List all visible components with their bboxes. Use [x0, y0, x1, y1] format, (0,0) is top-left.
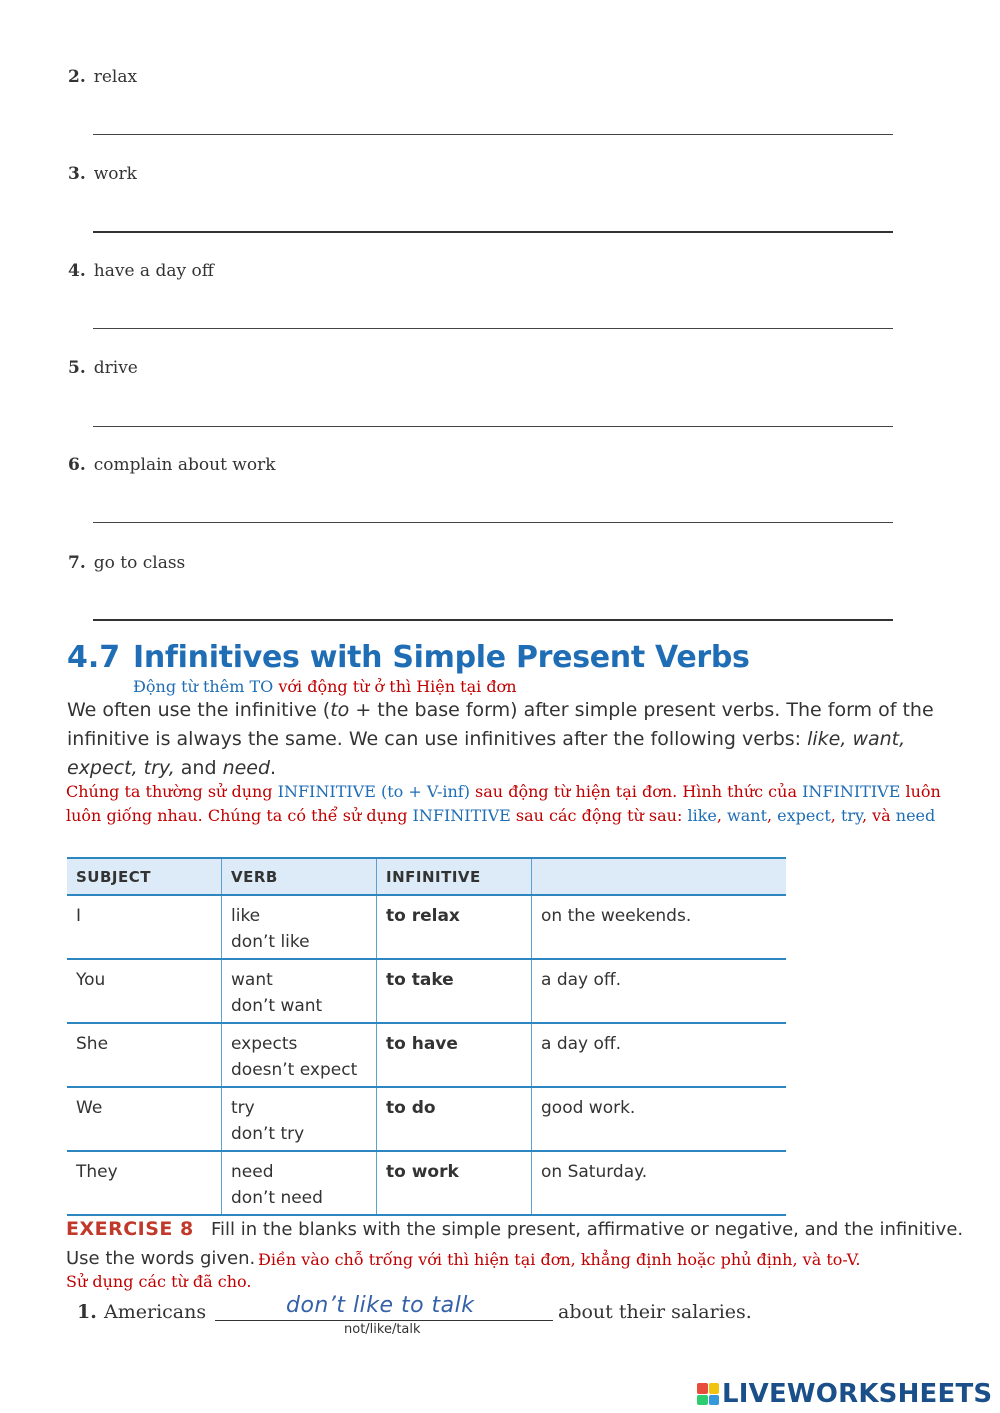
answer-line[interactable] [93, 231, 893, 233]
verb-cell: like don’t like [222, 895, 377, 959]
list-item: 7. go to class [68, 553, 186, 573]
liveworksheets-logo [697, 1379, 992, 1409]
list-item: 2. relax [68, 67, 138, 87]
exercise-vietnamese-1: Điền vào chỗ trống với thì hiện tại đơn, khẳng định hoặc phủ định, và to-V. [258, 1250, 861, 1269]
complement-cell: a day off. [532, 1023, 787, 1087]
answer-line[interactable] [93, 619, 893, 621]
logo-square [697, 1383, 708, 1394]
answer-line[interactable] [93, 426, 893, 427]
answer-line[interactable] [93, 328, 893, 329]
question-number: 1. [77, 1301, 97, 1323]
infinitive-cell: to do [377, 1087, 532, 1151]
infinitive-cell: to have [377, 1023, 532, 1087]
subject-cell: We [67, 1087, 222, 1151]
complement-cell: good work. [532, 1087, 787, 1151]
complement-cell: a day off. [532, 959, 787, 1023]
table-header-row [67, 858, 786, 895]
exercise-instruction: Fill in the blanks with the simple present, affirmative or negative, and the infinitive. [211, 1219, 964, 1240]
complement-cell: on Saturday. [532, 1151, 787, 1215]
list-item: 6. complain about work [68, 455, 276, 475]
logo-square [709, 1395, 720, 1406]
table-row [67, 1087, 786, 1151]
verb-cell: try don’t try [222, 1087, 377, 1151]
table-row [67, 959, 786, 1023]
table-row [67, 1151, 786, 1215]
section-number: 4.7 [67, 640, 121, 675]
vietnamese-intro: Chúng ta thường sử dụng INFINITIVE (to + V-inf) sau động từ hiện tại đơn. Hình thức của INFINITIVE luôn luôn giống nhau. Chúng ta có thể sử dụng INFINITIVE sau các động từ sau: like, want, expect, try, và need [66, 782, 941, 825]
infinitive-cell: to take [377, 959, 532, 1023]
grammar-table [67, 857, 786, 1216]
exercise-vietnamese-2: Sử dụng các từ đã cho. [66, 1272, 252, 1291]
column-header-subject: SUBJECT [67, 858, 222, 895]
answer-line[interactable] [93, 134, 893, 135]
intro-paragraph: We often use the infinitive (to + the base form) after simple present verbs. The form of the infinitive is always the same. We can use infinitives after the following verbs: like, want, expect, try, and need. [67, 699, 934, 779]
answer-blank[interactable] [215, 1320, 553, 1321]
exercise-instruction-2: Use the words given. [66, 1248, 256, 1269]
subject-cell: They [67, 1151, 222, 1215]
column-header-infinitive: INFINITIVE [377, 858, 532, 895]
brand-text: LIVEWORKSHEETS [722, 1379, 993, 1409]
question-text-after: about their salaries. [558, 1301, 752, 1323]
infinitive-cell: to relax [377, 895, 532, 959]
table-row [67, 895, 786, 959]
infinitive-cell: to work [377, 1151, 532, 1215]
list-item: 3. work [68, 164, 137, 184]
brand-logo-icon [697, 1383, 719, 1405]
list-item: 4. have a day off [68, 261, 214, 281]
answer-text[interactable]: don’t like to talk [286, 1293, 475, 1318]
subject-cell: I [67, 895, 222, 959]
column-header-verb: VERB [222, 858, 377, 895]
answer-line[interactable] [93, 522, 893, 523]
complement-cell: on the weekends. [532, 895, 787, 959]
subject-cell: She [67, 1023, 222, 1087]
logo-square [697, 1395, 708, 1406]
verb-cell: want don’t want [222, 959, 377, 1023]
section-title: Infinitives with Simple Present Verbs [133, 640, 750, 675]
exercise-label: EXERCISE 8 [66, 1218, 194, 1240]
column-header-blank [532, 858, 787, 895]
verb-cell: need don’t need [222, 1151, 377, 1215]
question-text-before: Americans [104, 1301, 207, 1323]
logo-square [709, 1383, 720, 1394]
verb-cell: expects doesn’t expect [222, 1023, 377, 1087]
list-item: 5. drive [68, 358, 138, 378]
subject-cell: You [67, 959, 222, 1023]
vietnamese-subtitle: Động từ thêm TO với động từ ở thì Hiện tại đơn [133, 677, 517, 696]
table-row [67, 1023, 786, 1087]
word-hint: not/like/talk [344, 1322, 421, 1337]
